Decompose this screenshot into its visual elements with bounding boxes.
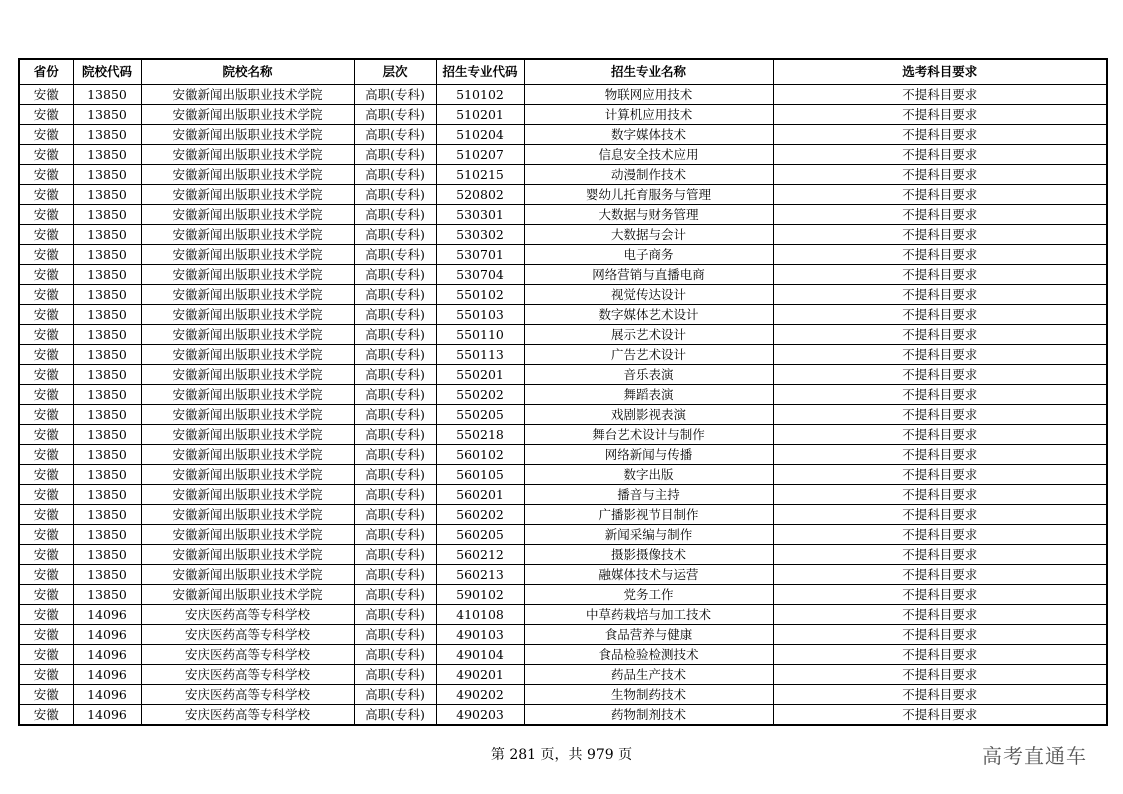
cell-level: 高职(专科) bbox=[354, 205, 436, 225]
cell-school-name: 安徽新闻出版职业技术学院 bbox=[141, 565, 354, 585]
cell-subject-requirement: 不提科目要求 bbox=[773, 225, 1107, 245]
cell-major-code: 560201 bbox=[436, 485, 524, 505]
cell-province: 安徽 bbox=[19, 145, 73, 165]
cell-major-code: 560202 bbox=[436, 505, 524, 525]
cell-province: 安徽 bbox=[19, 365, 73, 385]
cell-province: 安徽 bbox=[19, 505, 73, 525]
cell-major-name: 大数据与财务管理 bbox=[524, 205, 773, 225]
cell-province: 安徽 bbox=[19, 445, 73, 465]
cell-major-name: 中草药栽培与加工技术 bbox=[524, 605, 773, 625]
cell-subject-requirement: 不提科目要求 bbox=[773, 485, 1107, 505]
table-row bbox=[19, 525, 1107, 545]
cell-level: 高职(专科) bbox=[354, 505, 436, 525]
cell-level: 高职(专科) bbox=[354, 105, 436, 125]
cell-subject-requirement: 不提科目要求 bbox=[773, 105, 1107, 125]
cell-school-code: 13850 bbox=[73, 585, 141, 605]
cell-school-code: 13850 bbox=[73, 505, 141, 525]
cell-province: 安徽 bbox=[19, 685, 73, 705]
cell-major-name: 计算机应用技术 bbox=[524, 105, 773, 125]
cell-major-code: 550205 bbox=[436, 405, 524, 425]
cell-major-name: 生物制药技术 bbox=[524, 685, 773, 705]
table-row bbox=[19, 425, 1107, 445]
cell-school-code: 13850 bbox=[73, 205, 141, 225]
cell-major-name: 舞台艺术设计与制作 bbox=[524, 425, 773, 445]
cell-school-code: 13850 bbox=[73, 485, 141, 505]
cell-major-name: 食品营养与健康 bbox=[524, 625, 773, 645]
cell-level: 高职(专科) bbox=[354, 145, 436, 165]
cell-subject-requirement: 不提科目要求 bbox=[773, 385, 1107, 405]
cell-subject-requirement: 不提科目要求 bbox=[773, 345, 1107, 365]
table-row bbox=[19, 625, 1107, 645]
cell-level: 高职(专科) bbox=[354, 445, 436, 465]
table-row bbox=[19, 245, 1107, 265]
cell-subject-requirement: 不提科目要求 bbox=[773, 325, 1107, 345]
cell-school-name: 安徽新闻出版职业技术学院 bbox=[141, 485, 354, 505]
table-row bbox=[19, 285, 1107, 305]
table-row bbox=[19, 165, 1107, 185]
cell-level: 高职(专科) bbox=[354, 245, 436, 265]
cell-school-name: 安庆医药高等专科学校 bbox=[141, 705, 354, 726]
table-header-row bbox=[19, 59, 1107, 85]
header-province: 省份 bbox=[19, 59, 73, 85]
cell-school-name: 安庆医药高等专科学校 bbox=[141, 685, 354, 705]
cell-major-code: 410108 bbox=[436, 605, 524, 625]
cell-school-name: 安徽新闻出版职业技术学院 bbox=[141, 465, 354, 485]
cell-subject-requirement: 不提科目要求 bbox=[773, 645, 1107, 665]
cell-level: 高职(专科) bbox=[354, 185, 436, 205]
cell-subject-requirement: 不提科目要求 bbox=[773, 685, 1107, 705]
cell-level: 高职(专科) bbox=[354, 385, 436, 405]
cell-major-name: 动漫制作技术 bbox=[524, 165, 773, 185]
cell-level: 高职(专科) bbox=[354, 425, 436, 445]
cell-school-code: 13850 bbox=[73, 405, 141, 425]
cell-major-code: 490201 bbox=[436, 665, 524, 685]
cell-province: 安徽 bbox=[19, 705, 73, 726]
cell-province: 安徽 bbox=[19, 485, 73, 505]
table-row bbox=[19, 685, 1107, 705]
cell-major-name: 新闻采编与制作 bbox=[524, 525, 773, 545]
cell-major-code: 510201 bbox=[436, 105, 524, 125]
cell-level: 高职(专科) bbox=[354, 665, 436, 685]
cell-level: 高职(专科) bbox=[354, 465, 436, 485]
cell-subject-requirement: 不提科目要求 bbox=[773, 285, 1107, 305]
cell-major-code: 550218 bbox=[436, 425, 524, 445]
cell-level: 高职(专科) bbox=[354, 405, 436, 425]
cell-major-name: 信息安全技术应用 bbox=[524, 145, 773, 165]
table-row bbox=[19, 325, 1107, 345]
cell-subject-requirement: 不提科目要求 bbox=[773, 165, 1107, 185]
cell-major-name: 党务工作 bbox=[524, 585, 773, 605]
cell-school-code: 13850 bbox=[73, 425, 141, 445]
cell-level: 高职(专科) bbox=[354, 685, 436, 705]
cell-subject-requirement: 不提科目要求 bbox=[773, 205, 1107, 225]
cell-subject-requirement: 不提科目要求 bbox=[773, 145, 1107, 165]
cell-province: 安徽 bbox=[19, 225, 73, 245]
cell-school-code: 14096 bbox=[73, 625, 141, 645]
cell-major-code: 530701 bbox=[436, 245, 524, 265]
cell-school-code: 13850 bbox=[73, 105, 141, 125]
cell-school-name: 安徽新闻出版职业技术学院 bbox=[141, 405, 354, 425]
cell-school-name: 安徽新闻出版职业技术学院 bbox=[141, 385, 354, 405]
cell-school-name: 安徽新闻出版职业技术学院 bbox=[141, 425, 354, 445]
cell-major-code: 530704 bbox=[436, 265, 524, 285]
table-row bbox=[19, 605, 1107, 625]
cell-province: 安徽 bbox=[19, 305, 73, 325]
cell-level: 高职(专科) bbox=[354, 265, 436, 285]
cell-school-code: 13850 bbox=[73, 565, 141, 585]
cell-school-code: 13850 bbox=[73, 85, 141, 105]
cell-school-code: 13850 bbox=[73, 185, 141, 205]
cell-school-code: 13850 bbox=[73, 545, 141, 565]
cell-level: 高职(专科) bbox=[354, 625, 436, 645]
cell-major-name: 药品生产技术 bbox=[524, 665, 773, 685]
cell-major-name: 食品检验检测技术 bbox=[524, 645, 773, 665]
cell-school-code: 13850 bbox=[73, 525, 141, 545]
cell-school-code: 13850 bbox=[73, 265, 141, 285]
cell-school-name: 安徽新闻出版职业技术学院 bbox=[141, 145, 354, 165]
cell-school-code: 13850 bbox=[73, 325, 141, 345]
cell-major-name: 大数据与会计 bbox=[524, 225, 773, 245]
cell-province: 安徽 bbox=[19, 205, 73, 225]
cell-subject-requirement: 不提科目要求 bbox=[773, 425, 1107, 445]
cell-level: 高职(专科) bbox=[354, 85, 436, 105]
table-row bbox=[19, 505, 1107, 525]
cell-province: 安徽 bbox=[19, 245, 73, 265]
cell-school-code: 13850 bbox=[73, 305, 141, 325]
cell-school-code: 13850 bbox=[73, 285, 141, 305]
cell-school-name: 安徽新闻出版职业技术学院 bbox=[141, 345, 354, 365]
cell-subject-requirement: 不提科目要求 bbox=[773, 605, 1107, 625]
cell-major-code: 510215 bbox=[436, 165, 524, 185]
cell-province: 安徽 bbox=[19, 125, 73, 145]
cell-major-name: 广告艺术设计 bbox=[524, 345, 773, 365]
cell-province: 安徽 bbox=[19, 605, 73, 625]
cell-school-name: 安徽新闻出版职业技术学院 bbox=[141, 85, 354, 105]
cell-level: 高职(专科) bbox=[354, 605, 436, 625]
table-row bbox=[19, 185, 1107, 205]
table-row bbox=[19, 265, 1107, 285]
header-major-name: 招生专业名称 bbox=[524, 59, 773, 85]
cell-school-name: 安庆医药高等专科学校 bbox=[141, 645, 354, 665]
cell-major-code: 550103 bbox=[436, 305, 524, 325]
cell-subject-requirement: 不提科目要求 bbox=[773, 405, 1107, 425]
cell-school-name: 安徽新闻出版职业技术学院 bbox=[141, 165, 354, 185]
cell-school-name: 安徽新闻出版职业技术学院 bbox=[141, 285, 354, 305]
cell-province: 安徽 bbox=[19, 565, 73, 585]
cell-major-code: 550113 bbox=[436, 345, 524, 365]
table-row bbox=[19, 465, 1107, 485]
cell-school-name: 安徽新闻出版职业技术学院 bbox=[141, 325, 354, 345]
cell-subject-requirement: 不提科目要求 bbox=[773, 565, 1107, 585]
cell-level: 高职(专科) bbox=[354, 565, 436, 585]
cell-province: 安徽 bbox=[19, 265, 73, 285]
cell-province: 安徽 bbox=[19, 545, 73, 565]
cell-level: 高职(专科) bbox=[354, 325, 436, 345]
cell-subject-requirement: 不提科目要求 bbox=[773, 265, 1107, 285]
header-subject-requirement: 选考科目要求 bbox=[773, 59, 1107, 85]
table-row bbox=[19, 445, 1107, 465]
table-row bbox=[19, 85, 1107, 105]
cell-level: 高职(专科) bbox=[354, 645, 436, 665]
cell-province: 安徽 bbox=[19, 85, 73, 105]
cell-level: 高职(专科) bbox=[354, 525, 436, 545]
cell-school-code: 14096 bbox=[73, 645, 141, 665]
cell-school-name: 安徽新闻出版职业技术学院 bbox=[141, 185, 354, 205]
cell-level: 高职(专科) bbox=[354, 285, 436, 305]
cell-school-name: 安徽新闻出版职业技术学院 bbox=[141, 245, 354, 265]
cell-level: 高职(专科) bbox=[354, 545, 436, 565]
cell-province: 安徽 bbox=[19, 345, 73, 365]
table-row bbox=[19, 705, 1107, 726]
cell-province: 安徽 bbox=[19, 325, 73, 345]
cell-school-code: 13850 bbox=[73, 245, 141, 265]
cell-level: 高职(专科) bbox=[354, 365, 436, 385]
cell-major-name: 展示艺术设计 bbox=[524, 325, 773, 345]
cell-major-code: 550201 bbox=[436, 365, 524, 385]
cell-province: 安徽 bbox=[19, 465, 73, 485]
cell-major-code: 550102 bbox=[436, 285, 524, 305]
cell-school-code: 14096 bbox=[73, 605, 141, 625]
admission-table bbox=[18, 58, 1108, 726]
cell-major-name: 网络新闻与传播 bbox=[524, 445, 773, 465]
table-row bbox=[19, 485, 1107, 505]
cell-school-name: 安徽新闻出版职业技术学院 bbox=[141, 585, 354, 605]
cell-school-name: 安徽新闻出版职业技术学院 bbox=[141, 545, 354, 565]
cell-school-name: 安徽新闻出版职业技术学院 bbox=[141, 445, 354, 465]
cell-school-code: 14096 bbox=[73, 705, 141, 726]
table-row bbox=[19, 105, 1107, 125]
cell-subject-requirement: 不提科目要求 bbox=[773, 465, 1107, 485]
cell-major-code: 550202 bbox=[436, 385, 524, 405]
cell-major-code: 510204 bbox=[436, 125, 524, 145]
cell-province: 安徽 bbox=[19, 285, 73, 305]
cell-province: 安徽 bbox=[19, 525, 73, 545]
cell-province: 安徽 bbox=[19, 405, 73, 425]
cell-major-name: 融媒体技术与运营 bbox=[524, 565, 773, 585]
cell-major-code: 490203 bbox=[436, 705, 524, 726]
table-row bbox=[19, 385, 1107, 405]
cell-subject-requirement: 不提科目要求 bbox=[773, 665, 1107, 685]
cell-province: 安徽 bbox=[19, 425, 73, 445]
cell-school-name: 安徽新闻出版职业技术学院 bbox=[141, 365, 354, 385]
cell-school-code: 13850 bbox=[73, 165, 141, 185]
cell-school-name: 安徽新闻出版职业技术学院 bbox=[141, 525, 354, 545]
cell-subject-requirement: 不提科目要求 bbox=[773, 545, 1107, 565]
cell-level: 高职(专科) bbox=[354, 165, 436, 185]
cell-school-name: 安庆医药高等专科学校 bbox=[141, 605, 354, 625]
table-row bbox=[19, 145, 1107, 165]
cell-major-name: 电子商务 bbox=[524, 245, 773, 265]
cell-school-name: 安徽新闻出版职业技术学院 bbox=[141, 105, 354, 125]
cell-school-name: 安徽新闻出版职业技术学院 bbox=[141, 225, 354, 245]
table-row bbox=[19, 545, 1107, 565]
page-number: 第 281 页，共 979 页 bbox=[490, 747, 633, 763]
cell-major-code: 490103 bbox=[436, 625, 524, 645]
cell-province: 安徽 bbox=[19, 105, 73, 125]
cell-major-code: 560102 bbox=[436, 445, 524, 465]
cell-level: 高职(专科) bbox=[354, 345, 436, 365]
cell-subject-requirement: 不提科目要求 bbox=[773, 445, 1107, 465]
watermark-text: 高考直通车 bbox=[982, 744, 1087, 768]
header-major-code: 招生专业代码 bbox=[436, 59, 524, 85]
cell-major-code: 530301 bbox=[436, 205, 524, 225]
table-row bbox=[19, 565, 1107, 585]
cell-major-code: 490104 bbox=[436, 645, 524, 665]
cell-major-name: 物联网应用技术 bbox=[524, 85, 773, 105]
cell-major-code: 550110 bbox=[436, 325, 524, 345]
cell-major-code: 510102 bbox=[436, 85, 524, 105]
table-row bbox=[19, 345, 1107, 365]
cell-major-code: 560205 bbox=[436, 525, 524, 545]
cell-school-name: 安徽新闻出版职业技术学院 bbox=[141, 265, 354, 285]
cell-school-name: 安庆医药高等专科学校 bbox=[141, 665, 354, 685]
cell-school-code: 13850 bbox=[73, 225, 141, 245]
cell-school-code: 13850 bbox=[73, 445, 141, 465]
table-row bbox=[19, 365, 1107, 385]
cell-school-name: 安徽新闻出版职业技术学院 bbox=[141, 505, 354, 525]
cell-major-name: 药物制剂技术 bbox=[524, 705, 773, 726]
cell-subject-requirement: 不提科目要求 bbox=[773, 185, 1107, 205]
cell-level: 高职(专科) bbox=[354, 585, 436, 605]
cell-major-code: 560212 bbox=[436, 545, 524, 565]
cell-province: 安徽 bbox=[19, 585, 73, 605]
cell-school-code: 13850 bbox=[73, 145, 141, 165]
cell-major-code: 560213 bbox=[436, 565, 524, 585]
cell-major-name: 摄影摄像技术 bbox=[524, 545, 773, 565]
cell-major-name: 音乐表演 bbox=[524, 365, 773, 385]
cell-subject-requirement: 不提科目要求 bbox=[773, 245, 1107, 265]
table-row bbox=[19, 665, 1107, 685]
cell-major-name: 数字媒体艺术设计 bbox=[524, 305, 773, 325]
cell-level: 高职(专科) bbox=[354, 225, 436, 245]
cell-major-name: 播音与主持 bbox=[524, 485, 773, 505]
cell-major-code: 490202 bbox=[436, 685, 524, 705]
table-row bbox=[19, 125, 1107, 145]
cell-major-name: 广播影视节目制作 bbox=[524, 505, 773, 525]
cell-school-code: 13850 bbox=[73, 125, 141, 145]
cell-level: 高职(专科) bbox=[354, 125, 436, 145]
cell-major-name: 戏剧影视表演 bbox=[524, 405, 773, 425]
cell-subject-requirement: 不提科目要求 bbox=[773, 85, 1107, 105]
table-row bbox=[19, 205, 1107, 225]
cell-subject-requirement: 不提科目要求 bbox=[773, 365, 1107, 385]
cell-major-code: 530302 bbox=[436, 225, 524, 245]
cell-major-name: 视觉传达设计 bbox=[524, 285, 773, 305]
cell-subject-requirement: 不提科目要求 bbox=[773, 525, 1107, 545]
cell-subject-requirement: 不提科目要求 bbox=[773, 505, 1107, 525]
cell-school-code: 14096 bbox=[73, 685, 141, 705]
cell-school-name: 安庆医药高等专科学校 bbox=[141, 625, 354, 645]
cell-major-name: 数字出版 bbox=[524, 465, 773, 485]
cell-province: 安徽 bbox=[19, 625, 73, 645]
cell-level: 高职(专科) bbox=[354, 305, 436, 325]
cell-province: 安徽 bbox=[19, 165, 73, 185]
cell-school-name: 安徽新闻出版职业技术学院 bbox=[141, 205, 354, 225]
cell-school-name: 安徽新闻出版职业技术学院 bbox=[141, 125, 354, 145]
table-row bbox=[19, 225, 1107, 245]
cell-major-code: 560105 bbox=[436, 465, 524, 485]
cell-major-code: 520802 bbox=[436, 185, 524, 205]
cell-school-code: 14096 bbox=[73, 665, 141, 685]
cell-major-name: 网络营销与直播电商 bbox=[524, 265, 773, 285]
cell-level: 高职(专科) bbox=[354, 485, 436, 505]
cell-major-name: 舞蹈表演 bbox=[524, 385, 773, 405]
table-row bbox=[19, 585, 1107, 605]
cell-subject-requirement: 不提科目要求 bbox=[773, 625, 1107, 645]
cell-province: 安徽 bbox=[19, 665, 73, 685]
cell-province: 安徽 bbox=[19, 645, 73, 665]
cell-major-name: 数字媒体技术 bbox=[524, 125, 773, 145]
header-level: 层次 bbox=[354, 59, 436, 85]
cell-subject-requirement: 不提科目要求 bbox=[773, 585, 1107, 605]
cell-subject-requirement: 不提科目要求 bbox=[773, 125, 1107, 145]
cell-major-name: 婴幼儿托育服务与管理 bbox=[524, 185, 773, 205]
cell-school-code: 13850 bbox=[73, 365, 141, 385]
cell-level: 高职(专科) bbox=[354, 705, 436, 726]
cell-school-code: 13850 bbox=[73, 465, 141, 485]
cell-major-code: 590102 bbox=[436, 585, 524, 605]
cell-school-code: 13850 bbox=[73, 345, 141, 365]
cell-major-code: 510207 bbox=[436, 145, 524, 165]
cell-school-name: 安徽新闻出版职业技术学院 bbox=[141, 305, 354, 325]
cell-subject-requirement: 不提科目要求 bbox=[773, 305, 1107, 325]
cell-school-code: 13850 bbox=[73, 385, 141, 405]
table-row bbox=[19, 305, 1107, 325]
header-school-code: 院校代码 bbox=[73, 59, 141, 85]
cell-province: 安徽 bbox=[19, 185, 73, 205]
table-row bbox=[19, 645, 1107, 665]
cell-province: 安徽 bbox=[19, 385, 73, 405]
cell-subject-requirement: 不提科目要求 bbox=[773, 705, 1107, 726]
header-school-name: 院校名称 bbox=[141, 59, 354, 85]
table-row bbox=[19, 405, 1107, 425]
